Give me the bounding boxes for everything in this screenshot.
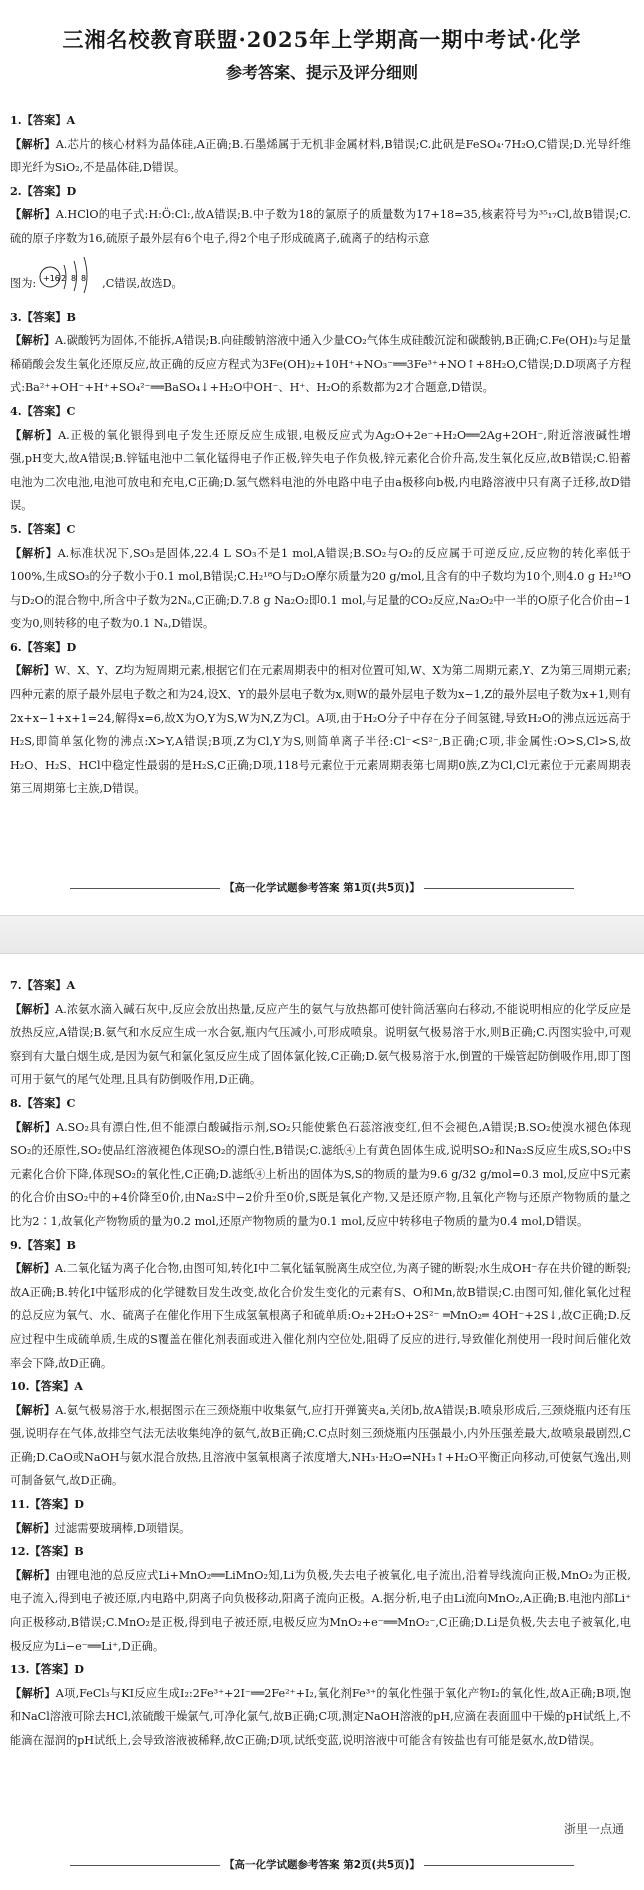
answer-item-9 bbox=[10, 1234, 631, 1376]
explanation-text: A.标准状况下,SO₃是固体,22.4 L SO₃不是1 mol,A错误;B.SO₂与O₂的反应属于可逆反应,反应物的转化率低于100%,生成SO₃的分子数小于0.1 mol,B错误;C.H₂¹⁸O与D₂O摩尔质量为20 g/mol,且含有的中子数均为10个,则4.0 g H₂¹⁸O与D₂O的混合物中,所含中子数为2Nₐ,C正确;D.7.8 g Na₂O₂即0.1 mol,与足量的CO₂反应,Na₂O₂中一半的O原子化合价由−1变为0,则转移的电子数为0.1 Nₐ,D错误。 bbox=[10, 546, 631, 631]
explanation-text: A项,FeCl₃与KI反应生成I₂:2Fe³⁺+2I⁻══2Fe²⁺+I₂,氧化剂Fe³⁺的氧化性强于氧化产物I₂的氧化性,故A正确;B项,饱和NaCl溶液可除去HCl,浓硫酸干燥氯气,可净化氯气,故B正确;C项,测定NaOH溶液的pH,应滴在表面皿中干燥的pH试纸上,不能滴在湿润的pH试纸上,会导致溶液被稀释,故C正确;D项,试纸变蓝,说明溶液中可能含有铵盐也有可能是氨水,故D错误。 bbox=[10, 1686, 631, 1747]
question-number: 6. bbox=[10, 639, 22, 654]
question-number: 5. bbox=[10, 521, 22, 536]
explanation-label: 【解析】 bbox=[10, 207, 56, 222]
explanation-text: A.HClO的电子式:H:Ö:Cl:,故A错误;B.中子数为18的氯原子的质量数为17+18=35,核素符号为³⁵₁₇Cl,故B错误;C.硫的原子序数为16,硫原子最外层有6个电子,得2个电子形成硫离子,硫离子的结构示意 bbox=[10, 208, 631, 245]
page-separator bbox=[0, 915, 644, 954]
answer-item-2 bbox=[10, 180, 631, 306]
explanation-text: 过滤需要玻璃棒,D项错误。 bbox=[54, 1521, 191, 1535]
page-1 bbox=[0, 0, 644, 915]
answers-section-2 bbox=[0, 952, 644, 1753]
answer-key: 【答案】B bbox=[21, 309, 76, 324]
answer-key: 【答案】A bbox=[29, 1379, 83, 1394]
answer-key: 【答案】A bbox=[21, 113, 76, 127]
explanation-label: 【解析】 bbox=[10, 427, 59, 442]
answer-item-5 bbox=[10, 518, 631, 636]
answer-item-6 bbox=[10, 636, 631, 801]
question-number: 4. bbox=[10, 403, 22, 418]
explanation-text: A.SO₂具有漂白性,但不能漂白酸碱指示剂,SO₂只能使紫色石蕊溶液变红,但不会褪色,A错误;B.SO₂使溴水褪色体现SO₂的还原性,SO₂使品红溶液褪色体现SO₂的漂白性,B错误;C.滤纸④上有黄色固体生成,说明SO₂和Na₂S反应生成S,SO₂中S元素化合价下降,体现SO₂的氧化性,C正确;D.滤纸④上析出的固体为S,S的物质的量为9.6 g/32 g/mol=0.3 mol,反应中S元素的化合价由SO₂中的+4价降至0价,由Na₂S中−2价升至0价,S既是氧化产物,又是还原产物,且氧化产物与还原产物物质的量之比为2∶1,故氧化产物物质的量为0.2 mol,还原产物物质的量为0.1 mol,反应中转移电子物质的量为0.4 mol,D错误。 bbox=[10, 1120, 631, 1228]
explanation-label: 【解析】 bbox=[10, 1261, 55, 1276]
explanation-text: A.碳酸钙为固体,不能拆,A错误;B.向硅酸钠溶液中通入少量CO₂气体生成硅酸沉淀和碳酸钠,B正确;C.Fe(OH)₂与足量稀硝酸会发生氧化还原反应,故正确的反应方程式为3Fe(OH)₂+10H⁺+NO₃⁻══3Fe³⁺+NO↑+8H₂O,C错误;D.D项离子方程式:Ba²⁺+OH⁻+H⁺+SO₄²⁻══BaSO₄↓+H₂O中OH⁻、H⁺、H₂O的系数都为2才合题意,D错误。 bbox=[10, 334, 631, 395]
page-2 bbox=[0, 952, 644, 1890]
explanation-label: 【解析】 bbox=[10, 1567, 56, 1582]
explanation-label: 【解析】 bbox=[10, 1001, 56, 1016]
answer-item-10 bbox=[10, 1375, 631, 1493]
answer-key: 【答案】A bbox=[21, 978, 76, 992]
question-number: 10. bbox=[10, 1379, 30, 1394]
explanation-label: 【解析】 bbox=[10, 136, 56, 151]
page-footer-2 bbox=[0, 1857, 644, 1872]
question-number: 3. bbox=[10, 309, 22, 324]
answer-item-8 bbox=[10, 1092, 631, 1234]
answer-key: 【答案】D bbox=[21, 183, 77, 198]
page-footer-1 bbox=[0, 880, 644, 895]
answer-key: 【答案】B bbox=[29, 1544, 84, 1559]
watermark: 浙里一点通 bbox=[563, 1822, 624, 1836]
answer-key: 【答案】C bbox=[21, 403, 76, 418]
shell-2-count: 8 bbox=[71, 273, 77, 283]
question-number: 7. bbox=[10, 978, 22, 992]
explanation-label: 【解析】 bbox=[10, 545, 58, 560]
question-number: 1. bbox=[10, 113, 22, 127]
question-number: 9. bbox=[10, 1237, 22, 1252]
question-number: 2. bbox=[10, 183, 22, 198]
explanation-text: A.芯片的核心材料为晶体硅,A正确;B.石墨烯属于无机非金属材料,B错误;C.此矾是FeSO₄·7H₂O,C错误;D.光导纤维即光纤为SiO₂,不是晶体硅,D错误。 bbox=[10, 137, 631, 175]
answer-item-3 bbox=[10, 306, 631, 400]
shell-3-count: 8 bbox=[81, 273, 87, 283]
answer-item-13 bbox=[10, 1658, 631, 1752]
explanation-text: A.氨气极易溶于水,根据图示在三颈烧瓶中收集氨气,应打开弹簧夹a,关闭b,故A错误;B.喷泉形成后,三颈烧瓶内还有压强,说明存在气体,故排空气法无法收集纯净的氨气,故B正确;C.C点时刻三颈烧瓶内压强最小,内外压强差最大,故喷泉最剧烈,C正确;D.CaO或NaOH与氨水混合放热,且溶液中氢氧根离子浓度增大,NH₃·H₂O⇌NH₃↑+H₂O平衡正向移动,可使氨气逸出,则可制备氨气,故D正确。 bbox=[10, 1403, 631, 1488]
explanation-text: 由锂电池的总反应式Li+MnO₂══LiMnO₂知,Li为负极,失去电子被氧化,电子流出,沿着导线流向正极,MnO₂为正极,电子流入,得到电子被还原,内电路中,阴离子向负极移动,阳离子流向正极。A.据分析,电子由Li流向MnO₂,A正确;B.电池内部Li⁺向正极移动,B错误;C.MnO₂是正极,得到电子被还原,电极反应为MnO₂+e⁻══MnO₂⁻,C正确;D.Li是负极,失去电子被氧化,电极反应为Li−e⁻══Li⁺,D正确。 bbox=[10, 1568, 631, 1653]
question-number: 8. bbox=[10, 1095, 22, 1110]
footer-text: 【高一化学试题参考答案 第1页(共5页)】 bbox=[224, 882, 420, 894]
answer-item-4 bbox=[10, 400, 631, 518]
nucleus-label: +16 bbox=[43, 273, 61, 283]
answer-key: 【答案】B bbox=[21, 1237, 76, 1252]
explanation-text: W、X、Y、Z均为短周期元素,根据它们在元素周期表中的相对位置可知,W、X为第二周期元素,Y、Z为第三周期元素;四种元素的原子最外层电子数之和为24,设X、Y的最外层电子数为x,则W的最外层电子数为x−1,Z的最外层电子数为x+1,则有2x+x−1+x+1=24,解得x=6,故X为O,Y为S,W为N,Z为Cl。A项,由于H₂O分子中存在分子间氢键,导致H₂O的沸点远远高于H₂S,即简单氢化物的沸点:X>Y,A错误;B项,Z为Cl,Y为S,则简单离子半径:Cl⁻<S²⁻,B正确;C项,非金属性:O>S,Cl>S,故H₂O、H₂S、HCl中稳定性最弱的是H₂S,C正确;D项,118号元素位于元素周期表第七周期0族,Z为Cl,Cl元素位于元素周期表第三周期第七主族,D错误。 bbox=[10, 664, 631, 796]
question-number: 13. bbox=[10, 1662, 30, 1677]
answer-key: 【答案】D bbox=[29, 1497, 84, 1512]
explanation-label: 【解析】 bbox=[10, 1685, 56, 1700]
footer-text: 【高一化学试题参考答案 第2页(共5页)】 bbox=[224, 1859, 420, 1871]
question-number: 11. bbox=[10, 1497, 30, 1512]
answer-key: 【答案】C bbox=[21, 521, 76, 536]
explanation-text: A.正极的氧化银得到电子发生还原反应生成银,电极反应式为Ag₂O+2e⁻+H₂O══2Ag+2OH⁻,附近溶液碱性增强,pH变大,故A错误;B.锌锰电池中二氧化锰得电子作正极,锌失电子作负极,锌元素化合价升高,发生氧化反应,故B错误;C.铅蓄电池为二次电池,电池可放电和充电,C正确;D.氢气燃料电池的外电路中电子由a极移向b极,内电路溶液中只有离子迁移,故D错误。 bbox=[10, 428, 631, 513]
explanation-text: 图为: bbox=[10, 276, 37, 290]
answer-item-12 bbox=[10, 1540, 631, 1658]
page-subtitle: 参考答案、提示及评分细则 bbox=[225, 63, 418, 82]
explanation-label: 【解析】 bbox=[10, 663, 55, 678]
explanation-label: 【解析】 bbox=[10, 1520, 55, 1535]
answer-key: 【答案】C bbox=[21, 1095, 76, 1110]
question-number: 12. bbox=[10, 1544, 30, 1559]
explanation-text: ,C错误,故选D。 bbox=[102, 276, 183, 290]
explanation-text: A.二氧化锰为离子化合物,由图可知,转化Ⅰ中二氧化锰氧脱离生成空位,为离子键的断裂;水生成OH⁻存在共价键的断裂;故A正确;B.转化Ⅰ中锰形成的化学键数目发生改变,故化合价发生变化的元素有S、O和Mn,故B错误;C.由图可知,催化氧化过程的总反应为氧气、水、硫离子在催化作用下生成氢氧根离子和硫单质:O₂+2H₂O+2S²⁻ ═MnO₂═ 4OH⁻+2S↓,故C正确;D.反应过程中生成硫单质,生成的S覆盖在催化剂表面或进入催化剂内空位处,阻碍了反应的进行,导致催化剂使用一段时间后催化效率会下降,故D正确。 bbox=[10, 1262, 631, 1370]
page-title: 三湘名校教育联盟·2025年上学期高一期中考试·化学 bbox=[62, 27, 582, 52]
answer-item-11 bbox=[10, 1493, 631, 1540]
answers-section-1 bbox=[0, 109, 644, 801]
explanation-text: A.浓氨水滴入碱石灰中,反应会放出热量,反应产生的氨气与放热都可使针筒活塞向右移动,不能说明相应的化学反应是放热反应,A错误;B.氨气和水反应生成一水合氨,瓶内气压减小,可形成喷泉。说明氨气极易溶于水,则B正确;C.丙图实验中,可观察到有大量白烟生成,是因为氨气和氯化氢反应生成了固体氯化铵,C正确;D.氨气极易溶于水,倒置的干燥管起防倒吸作用,即丁图可用于氨气的尾气处理,且具有防倒吸作用,D正确。 bbox=[10, 1002, 631, 1087]
answer-item-1 bbox=[10, 109, 631, 180]
shell-1-count: 2 bbox=[61, 273, 67, 283]
explanation-label: 【解析】 bbox=[10, 333, 55, 348]
answer-item-7 bbox=[10, 974, 631, 1092]
explanation-label: 【解析】 bbox=[10, 1402, 56, 1417]
sulfide-ion-structure-diagram bbox=[38, 251, 100, 293]
answer-key: 【答案】D bbox=[29, 1662, 84, 1677]
explanation-label: 【解析】 bbox=[10, 1119, 56, 1134]
answer-key: 【答案】D bbox=[21, 639, 77, 654]
